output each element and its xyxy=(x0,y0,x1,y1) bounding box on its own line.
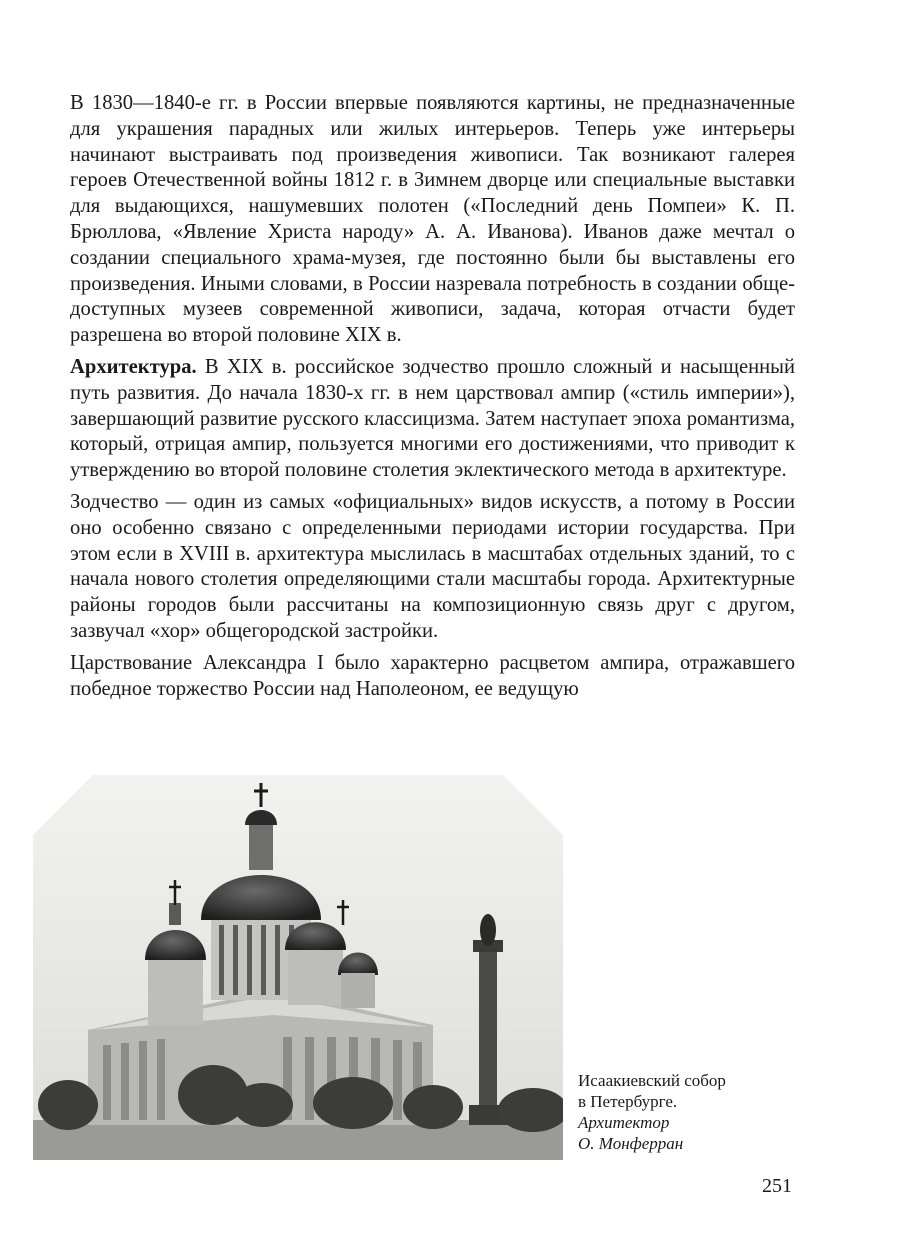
paragraph-text: В XIX в. российское зодчество прошло сложный и насыщенный путь развития. До начала 1830-х гг. в нем царствовал ампир («стиль империи»), завершающий развитие русского классицизма. Затем наступает эпоха романтизма, который, отрицая ампир, пользуется многими его достижениями, что приводит к утверждению во второй половине столетия эклектического метода в архитектуре. xyxy=(70,355,795,482)
caption-architect-name: О. Монферран xyxy=(578,1134,684,1153)
paragraph xyxy=(70,651,795,703)
section-heading: Архитектура. xyxy=(70,355,197,378)
paragraph-text: В 1830—1840-е гг. в России впервые появляются картины, не предназначенные для украшения парадных или жилых интерьеров. Теперь уже интерьеры начинают выстраивать под произведения живописи. Так возникают галерея героев Отечественной войны 1812 г. в Зимнем дворце или специальные выставки для выдающихся, нашумевших полотен («Последний день Помпеи» К. П. Брюллова, «Явление Христа народу» А. А. Иванова). Иванов даже мечтал о создании специального храма-музея, где постоянно были бы выставлены его произведения. Иными словами, в России назревала потребность в создании общедоступных музеев современной живописи, задача, которая отчасти будет разрешена во второй половине XIX в. xyxy=(70,92,795,347)
paragraph xyxy=(70,355,795,484)
caption-title: Исаакиевский собор xyxy=(578,1071,726,1090)
body-text xyxy=(70,91,795,708)
page-number: 251 xyxy=(762,1175,792,1197)
paragraph xyxy=(70,91,795,349)
cathedral-illustration xyxy=(33,775,563,1160)
cathedral-photo xyxy=(33,775,563,1160)
caption-location: в Петербурге. xyxy=(578,1092,678,1111)
paragraph xyxy=(70,490,795,645)
figure-caption xyxy=(578,1070,798,1154)
paragraph-text: Царствование Александра I было характерно расцветом ампира, отражавшего победное торжество России над Наполеоном, ее ведущую xyxy=(70,651,795,700)
caption-architect-label: Архитектор xyxy=(578,1113,670,1132)
paragraph-text: Зодчество — один из самых «официальных» видов искусств, а потому в России оно особенно связано с определенными периодами истории государства. При этом если в XVIII в. архитектура мыслилась в масштабах отдельных зданий, то с начала нового столетия определяющими стали масштабы города. Архитектурные районы городов были рассчитаны на композиционную связь друг с другом, зазвучал «хор» общегородской застройки. xyxy=(70,490,795,642)
